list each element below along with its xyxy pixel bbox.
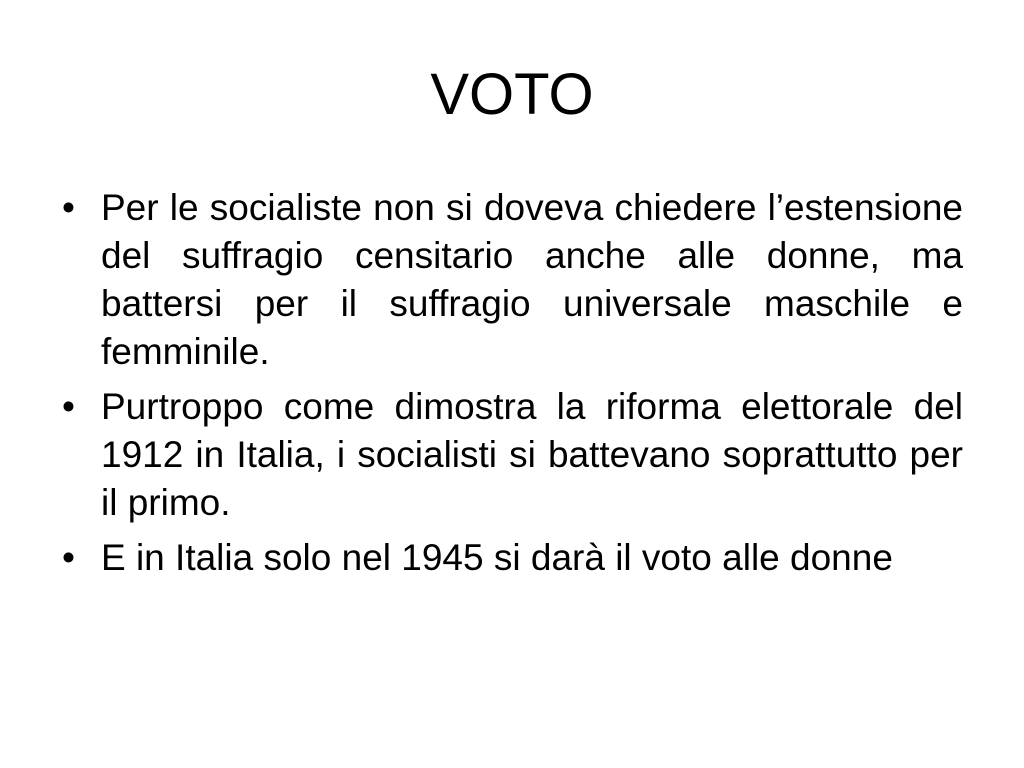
bullet-icon: •	[62, 537, 75, 578]
bullet-list	[62, 184, 963, 589]
bullet-text: E in Italia solo nel 1945 si darà il voto alle donne	[101, 537, 893, 578]
bullet-item	[62, 383, 963, 527]
bullet-icon: •	[62, 386, 75, 427]
bullet-item	[62, 534, 963, 582]
bullet-text: Per le socialiste non si doveva chiedere l’estensione del suffragio censitario anche alle donne, ma battersi per il suffragio universale maschile e femminile.	[101, 187, 963, 372]
slide-title: VOTO	[430, 62, 594, 127]
bullet-text: Purtroppo come dimostra la riforma elettorale del 1912 in Italia, i socialisti si battevano soprattutto per il primo.	[101, 386, 963, 523]
bullet-item	[62, 184, 963, 376]
bullet-icon: •	[62, 187, 75, 228]
